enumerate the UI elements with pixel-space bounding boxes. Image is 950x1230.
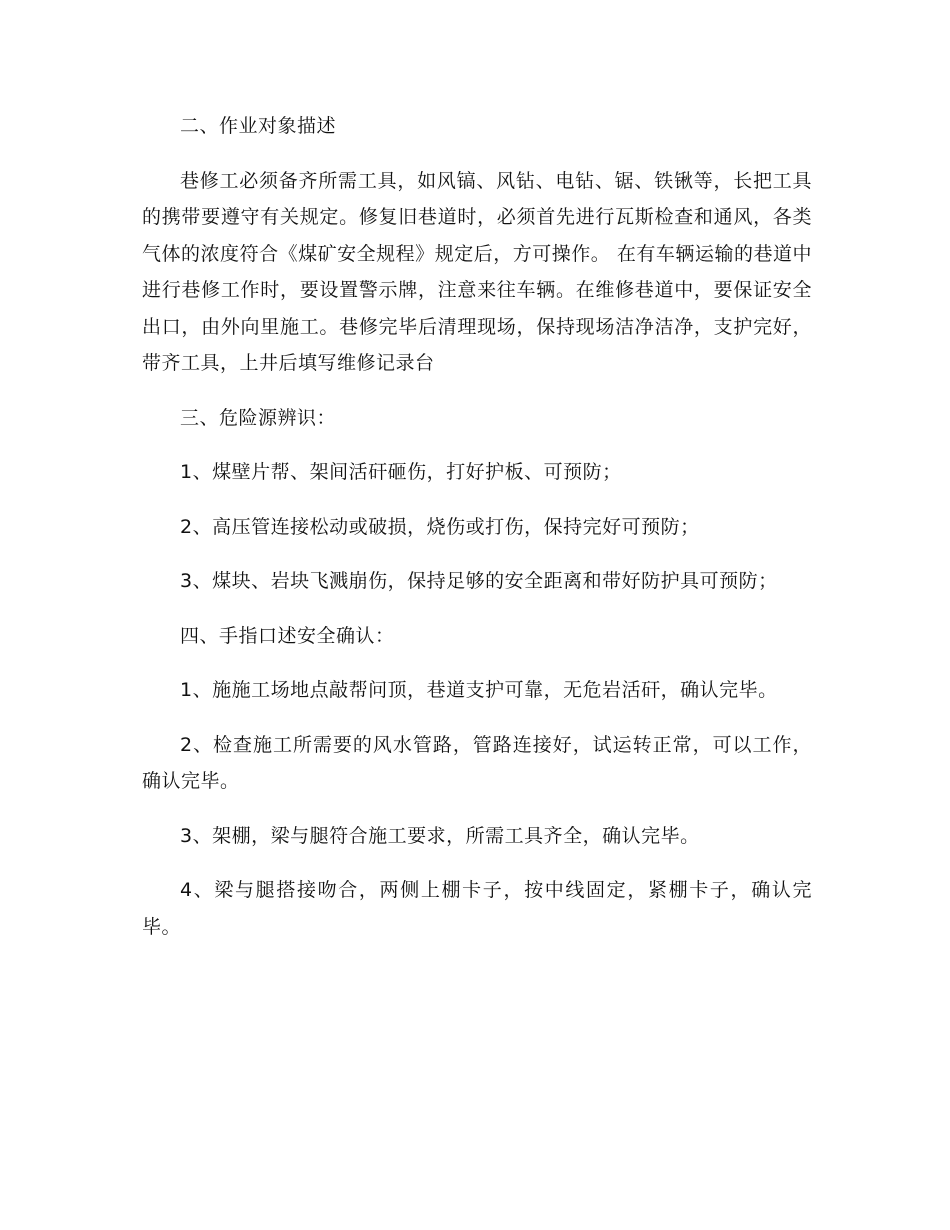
- section-heading-safety-confirmation: 四、手指口述安全确认：: [180, 624, 395, 647]
- paragraph-gap: [142, 800, 812, 818]
- hazard-item-2: 2、高压管连接松动或破损，烧伤或打伤，保持完好可预防；: [180, 515, 700, 538]
- object-description-paragraph: 巷修工必须备齐所需工具，如风镐、风钻、电钻、锯、铁锹等，长把工具的携带要遵守有关规定。修复旧巷道时，必须首先进行瓦斯检查和通风，各类气体的浓度符合《煤矿安全规程》规定后，方可操作。 在有车辆运输的巷道中进行巷修工作时，要设置警示牌，注意来往车辆。在维修巷道中，要保证安全出口，由外向里施工。巷修完毕后清理现场，保持现场洁净洁净，支护完好，带齐工具，上井后填写维修记录台: [142, 169, 812, 374]
- paragraph-gap: [142, 600, 812, 618]
- paragraph-gap: [142, 654, 812, 672]
- document-body: [142, 108, 812, 945]
- paragraph-gap: [142, 145, 812, 163]
- hazard-item-3: 3、煤块、岩块飞溅崩伤，保持足够的安全距离和带好防护具可预防；: [180, 570, 778, 592]
- paragraph-gap: [142, 382, 812, 400]
- confirmation-item-3: 3、架棚，梁与腿符合施工要求，所需工具齐全，确认完毕。: [180, 824, 700, 847]
- section-heading-hazard-identification: 三、危险源辨识：: [180, 406, 337, 429]
- paragraph-gap: [142, 491, 812, 509]
- confirmation-item-1: 1、施施工场地点敲帮问顶，巷道支护可靠，无危岩活矸，确认完毕。: [180, 679, 778, 701]
- paragraph-gap: [142, 854, 812, 872]
- paragraph-gap: [142, 436, 812, 454]
- paragraph-gap: [142, 545, 812, 563]
- confirmation-item-2: 2、检查施工所需要的风水管路，管路连接好，试运转正常，可以工作，确认完毕。: [142, 733, 812, 792]
- paragraph-gap: [142, 709, 812, 727]
- hazard-item-1: 1、煤壁片帮、架间活矸砸伤，打好护板、可预防；: [180, 461, 622, 483]
- section-heading-object-description: 二、作业对象描述: [180, 115, 337, 137]
- confirmation-item-4: 4、梁与腿搭接吻合，两侧上棚卡子，按中线固定，紧棚卡子，确认完毕。: [142, 879, 812, 938]
